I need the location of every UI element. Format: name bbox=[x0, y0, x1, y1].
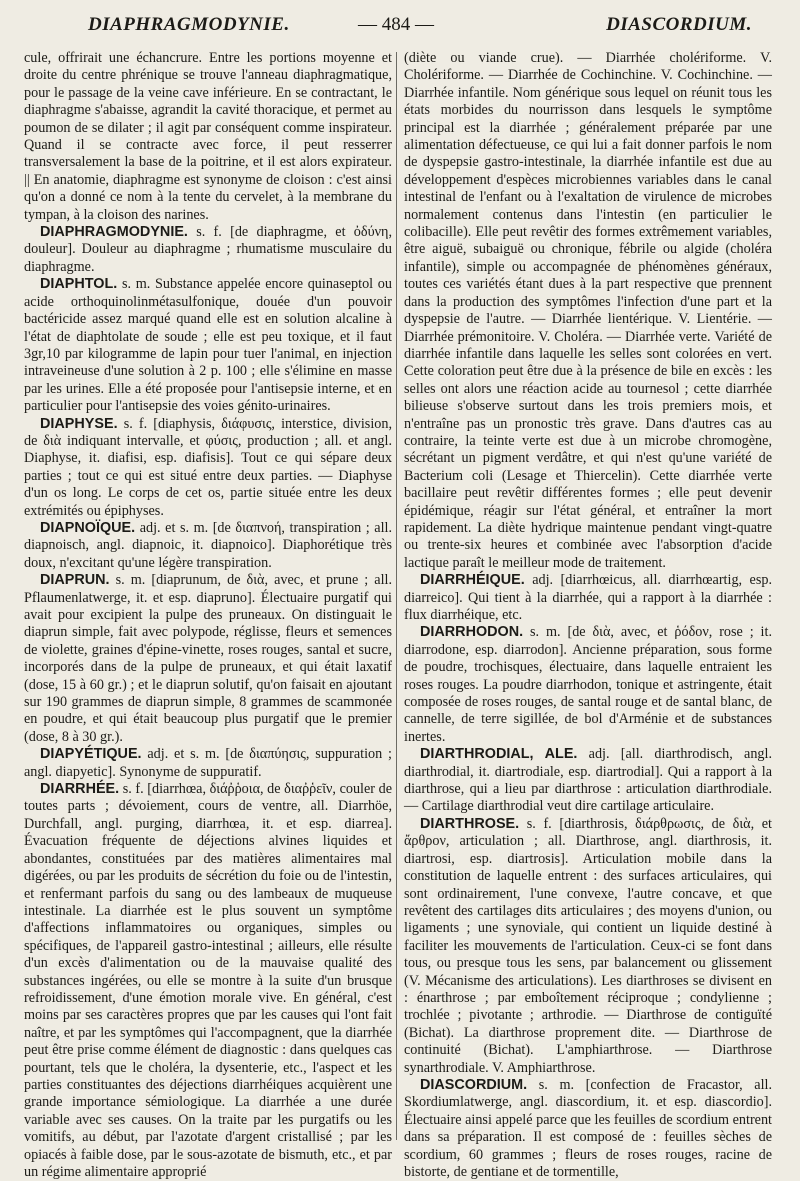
entry-text: s. m. [diaprunum, de διὰ, avec, et prune ; all. Pflaumenlatwerge, it. et esp. diapruno]. Électuaire purgatif qui avait pour excipient la pulpe des pruneaux. On distinguait le diaprun simple, fait avec polypode, réglisse, fleurs et semences de violette, graines d'épine-vinette, roses rouges, santal et sucre, incorporés dans de la pulpe de pruneaux, et qui était laxatif (dose, 15 à 60 gr.) ; et le diaprun solutif, qu'on faisait en ajoutant sur 190 grammes de diaprun simple, 8 grammes de scammonée en poudre, et qui était beaucoup plus purgatif que le premier (dose, 8 à 30 gr.). bbox=[24, 572, 392, 745]
entry-headword: DIARRHODON. bbox=[420, 624, 524, 641]
left-column bbox=[24, 50, 393, 1180]
entry-headword: DIAPHRAGMODYNIE. bbox=[40, 224, 188, 241]
entry-headword: DIAPYÉTIQUE. bbox=[40, 746, 142, 763]
header-last-entry: DIASCORDIUM. bbox=[606, 14, 752, 35]
entry-text: (diète ou viande crue). — Diarrhée cholériforme. V. Cholériforme. — Diarrhée de Cochinchine. V. Cochinchine. — Diarrhée infantile. Nom générique sous lequel on réunit tous les états morbides du nourrisson dans lesquels le symptôme principal est la diarrhée ; généralement préparée par une alimentation défectueuse, ce qui lui a fait donner parfois le nom de dyspepsie gastro-intestinale, la diarrhée infantile est due au développement d'espèces microbiennes variables dans le canal intestinal de l'enfant ou à l'exaltation de virulence de microbes normalement contenus dans l'intestin (en particulier le colibacille). Elle peut revêtir des formes extrêmement variables, être aiguë, subaiguë ou chronique, fébrile ou algide (choléra infantile), simple ou accompagnée de phénomènes généraux, toutes ces variétés étant dues à la part respective que prennent dans la production des symptômes l'infection d'une part et la dyspepsie de l'autre. — Diarrhée lientérique. V. Lientérie. — Diarrhée prémonitoire. V. Choléra. — Diarrhée verte. Variété de diarrhée infantile dans laquelle les selles sont colorées en vert. Cette coloration peut être due à la présence de bile en excès : les selles ont alors une réaction acide au tournesol ; cette diarrhée bilieuse s'observe surtout dans les trois premiers mois, et n'entraîne pas un pronostic très grave. Dans d'autres cas au contraire, la teinte verte est due à un microbe chromogène, sécrétant un pigment verdâtre, et qui n'est qu'une variété de Bacterium coli (Lesage et Thiercelin). Cette diarrhée verte bacillaire peut revêtir différentes formes ; elle peut devenir épidémique, réagir sur l'état général, et entraîner la mort rapidement. La diète hydrique maintenue pendant vingt-quatre ou trente-six heures et combinée avec l'absorption d'acide lactique paraît le meilleur mode de traitement. bbox=[404, 50, 772, 571]
entry bbox=[24, 520, 392, 572]
running-header bbox=[22, 14, 778, 40]
entry bbox=[404, 816, 772, 1077]
entry bbox=[24, 276, 392, 415]
entry-headword: DIASCORDIUM. bbox=[420, 1076, 528, 1093]
header-first-entry: DIAPHRAGMODYNIE. bbox=[88, 14, 290, 35]
entry-text: adj. et s. m. [de διαπνοή, transpiration ; all. diapnoisch, angl. diapnoic, it. diapnoico]. Diaphorétique très doux, n'excitant qu'une légère transpiration. bbox=[24, 519, 392, 571]
entry-headword: DIARTHRODIAL, ALE. bbox=[420, 746, 578, 763]
entry-text: adj. et s. m. [de διαπύησις, suppuration ; angl. diapyetic]. Synonyme de suppuratif. bbox=[24, 746, 392, 780]
entry bbox=[404, 624, 772, 746]
entry-text: s. f. [diarrhœa, διάῤῥοια, de διαῤῥεῖν, couler de toutes parts ; dévoiement, cours de ventre, all. Diarrhöe, Durchfall, angl. purging, diarrhœa, it. et esp. diarrea]. Évacuation fréquente de déjections alvines liquides et abondantes, constituées par des matières alimentaires mal digérées, ou par les produits de sécrétion du foie ou de l'intestin, et renfermant parfois du sang ou des lambeaux de muqueuse intestinale. La diarrhée est le plus souvent un symptôme d'affections inflammatoires ou organiques, simples ou spécifiques, de l'appareil gastro-intestinal ; ailleurs, elle résulte d'un excès d'alimentation ou de la mauvaise qualité des substances ingérées, ou elle se montre à la suite d'un brusque refroidissement, d'une émotion morale vive. En général, c'est moins par ses caractères propres que par les causes qui l'ont fait naître, et par les symptômes qui l'accompagnent, que la diarrhée peut être prise comme élément de diagnostic : dans quelques cas pourtant, tels que le choléra, la dysenterie, etc., l'aspect et les parties constituantes des déjections diarrhéiques acquièrent une grande importance sémiologique. La diarrhée a une durée variable avec ses causes. On la traite par les purgatifs ou les vomitifs, au début, par l'azotate d'argent cristallisé ; par les opiacés à faible dose, par le sous-azotate de bismuth, etc., et par un régime alimentaire approprié bbox=[24, 781, 393, 1180]
entry bbox=[24, 416, 392, 520]
entry-text: s. f. [diaphysis, διάφυσις, interstice, division, de διὰ indiquant intervalle, et φύσις, production ; all. et angl. Diaphyse, it. diafisi, esp. diafisis]. Tout ce qui sépare deux parties ; tout ce qui est situé entre deux parties. — Diaphyse d'un os long. Le corps de cet os, partie située entre les deux extrémités ou épiphyses. bbox=[24, 415, 392, 519]
entry-text: adj. [all. diarthrodisch, angl. diarthrodial, it. diartrodiale, esp. diartrodial]. Qui a rapport à la diarthrose, qui a lieu par diarthrose : articulation diarthrodiale. — Cartilage diarthrodial veut dire cartilage articulaire. bbox=[404, 746, 773, 815]
entry-headword: DIAPHTOL. bbox=[40, 276, 118, 293]
entry-headword: DIAPHYSE. bbox=[40, 415, 118, 432]
entry-text: cule, offrirait une échancrure. Entre les portions moyenne et droite du centre phrénique se trouve l'anneau diaphragmatique, pour le passage de la veine cave inférieure. En se contractant, le diaphragme s'abaisse, agrandit la cavité thoracique, et permet au poumon de se dilater ; il agit par conséquent comme inspirateur. Quand il se contracte avec force, il peut resserrer transversalement la base de la poitrine, et il est alors expirateur. || En anatomie, diaphragme est synonyme de cloison : c'est ainsi qu'on a donné ce nom à la tente du cervelet, à la membrane du tympan, à la cloison des narines. bbox=[24, 50, 392, 223]
entry-text: s. m. Substance appelée encore quinaseptol ou acide orthoquinolinmétasulfonique, douée d'un pouvoir bactéricide assez marqué quand elle est en solution alcaline à l'état de diaphtolate de soude ; elle est peu toxique, et il faut 3gr,10 par kilogramme de lapin pour tuer l'animal, en injection intraveineuse d'une solution à 2 p. 100 ; elle s'élimine en masse par les urines. Elle a été proposée pour l'antisepsie interne, et en particulier pour l'antisepsie des voies génito-urinaires. bbox=[24, 276, 392, 415]
entry-headword: DIARRHÉE. bbox=[40, 781, 120, 798]
entry bbox=[24, 781, 392, 1181]
entry-text: s. f. [de diaphragme, et ὀδύνη, douleur]. Douleur au diaphragme ; rhumatisme musculaire du diaphragme. bbox=[24, 224, 392, 275]
entry-text: s. m. [de διὰ, avec, et ῥόδον, rose ; it. diarrodone, esp. diarrodon]. Ancienne préparation, sous forme de poudre, trochisques, électuaire, dans laquelle entraient les roses rouges. La poudre diarrhodon, tonique et astringente, était composée de roses rouges, de santal rouge et de santal blanc, de cannelle, de terre sigillée, de bol d'Arménie et de substances inertes. bbox=[404, 624, 772, 745]
entry-headword: DIAPRUN. bbox=[40, 572, 110, 589]
page-number: — 484 — bbox=[358, 14, 434, 35]
column-divider bbox=[396, 52, 397, 1140]
entry bbox=[404, 1077, 772, 1181]
entry-headword: DIARRHÉIQUE. bbox=[420, 572, 525, 589]
entry bbox=[404, 572, 772, 624]
entry bbox=[404, 746, 772, 816]
entry-headword: DIAPNOÏQUE. bbox=[40, 519, 136, 536]
entry bbox=[24, 224, 392, 276]
entry-continuation bbox=[404, 50, 772, 572]
entry-continuation bbox=[24, 50, 392, 224]
entry bbox=[24, 746, 392, 781]
entry-headword: DIARTHROSE. bbox=[420, 815, 520, 832]
entry bbox=[24, 572, 392, 746]
entry-text: adj. [diarrhœicus, all. diarrhœartig, esp. diarreico]. Qui tient à la diarrhée, qui a rapport à la diarrhée : flux diarrhéique, etc. bbox=[404, 572, 772, 623]
right-column bbox=[404, 50, 773, 1180]
entry-text: s. f. [diarthrosis, διάρθρωσις, de διὰ, et ἄρθρον, articulation ; all. Diarthrose, angl. diarthrosis, it. diartrosi, esp. diartrosis]. Articulation mobile dans la constitution de laquelle entrent : des surfaces articulaires, qui sont ordinairement, l'une convexe, l'autre concave, et que revêtent des cartilages dits articulaires ; des moyens d'union, ou ligaments ; une synoviale, qui contient un liquide destiné à faciliter les mouvements de l'articulation. Ceux-ci se font dans tous, ou presque tous les sens, par balancement ou glissement (V. Mécanisme des articulations). Les diarthroses se divisent en : énarthrose ; par emboîtement réciproque ; condylienne ; trochlée ; pivotante ; arthrodie. — Diarthrose de contiguïté (Bichat). La diarthrose proprement dite. — Diarthrose de continuité (Bichat). L'amphiarthrose. — Diarthrose synarthrodiale. V. Amphiarthrose. bbox=[404, 815, 772, 1076]
entry-text: s. m. [confection de Fracastor, all. Skordiumlatwerge, angl. diascordium, it. et esp. diascordio]. Électuaire ainsi appelé parce que les feuilles de scordium entrent dans sa préparation. Il est composé de : feuilles sèches de scordium, 60 grammes ; fleurs de roses rouges, racine de bistorte, de gentiane et de tormentille, bbox=[404, 1076, 772, 1180]
